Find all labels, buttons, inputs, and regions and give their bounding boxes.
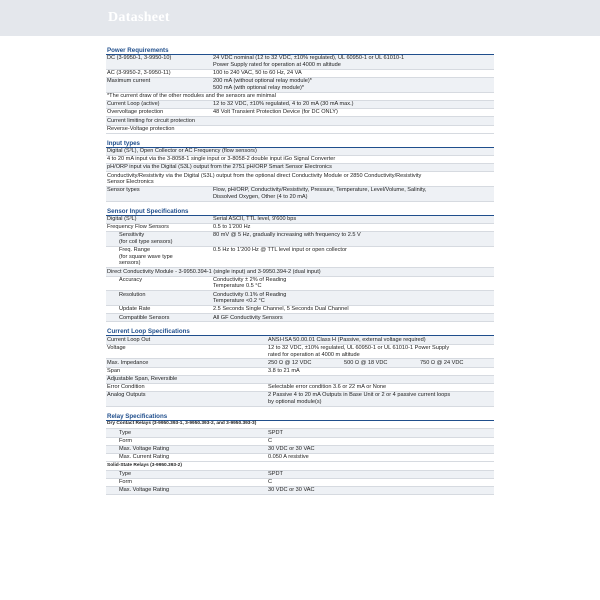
page-title: Datasheet [108,10,170,25]
table-row: Type SPDT [106,429,494,437]
table-row: Adjustable Span, Reversible [106,376,494,384]
section-title-relay: Relay Specifications [106,413,494,421]
table-row: Max. Impedance 250 Ω @ 12 VDC 500 Ω @ 18 VDC 750 Ω @ 24 VDC [106,359,494,367]
table-row: Form C [106,438,494,446]
table-row: Current Loop Out ANSI-ISA 50.00.01 Class H (Passive, external voltage required) [106,336,494,344]
subsection-title-dry: Dry Contact Relays (3-9950.393-1, 3-9950.393-2, and 3-9950.393-3) [106,421,494,429]
table-row: Max. Voltage Rating 30 VDC or 30 VAC [106,446,494,454]
table-row: Current limiting for circuit protection [106,117,494,125]
table-row: Conductivity/Resistivity via the Digital (S3L) output from the optional direct Conductivity Module or 2850 Conductivity/Resistivity Sensor Electronics [106,172,494,187]
table-row: Reverse-Voltage protection [106,126,494,134]
table-row: Span 3.8 to 21 mA [106,368,494,376]
table-row: Digital (S³L) Serial ASCII, TTL level, 9'600 bps [106,216,494,224]
section-title-input: Input types [106,140,494,148]
table-row: Frequency Flow Sensors 0.5 to 1'200 Hz [106,224,494,232]
table-row: Sensitivity (for coil type sensors) 80 mV @ 5 Hz, gradually increasing with frequency to 2.5 V [106,232,494,247]
section-title-loop: Current Loop Specifications [106,328,494,336]
table-row: Maximum current 200 mA (without optional relay module)* 500 mA (with optional relay module)* [106,78,494,93]
section-title-power: Power Requirements [106,47,494,55]
table-row: Current Loop (active) 12 to 32 VDC, ±10% regulated, 4 to 20 mA (30 mA max.) [106,101,494,109]
table-row: Sensor types Flow, pH/ORP, Conductivity/Resistivity, Pressure, Temperature, Level/Volume, Salinity, Dissolved Oxygen, Other (4 to 20 mA) [106,187,494,202]
table-row: *The current draw of the other modules and the sensors are minimal [106,93,494,101]
table-row: Max. Current Rating 0.050 A resistive [106,454,494,462]
subsection-title-solid-state: Solid-State Relays (3-9950.393-2) [106,462,494,470]
table-row: Digital (S³L), Open Collector or AC Frequency (flow sensors) [106,148,494,156]
table-row: 4 to 20 mA input via the 3-8058-1 single input or 3-8058-2 double input iGo Signal Converter [106,156,494,164]
table-row: Direct Conductivity Module - 3-9950.394-1 (single input) and 3-9950.394-2 (dual input) [106,268,494,276]
datasheet-body [106,47,494,495]
table-row: Type SPDT [106,471,494,479]
table-row: Accuracy Conductivity ± 2% of Reading Temperature 0.5 °C [106,277,494,292]
table-row: Max. Voltage Rating 30 VDC or 30 VAC [106,487,494,495]
table-row: Overvoltage protection 48 Volt Transient Protection Device (for DC ONLY) [106,109,494,117]
table-row: Voltage 12 to 32 VDC, ±10% regulated, UL 60950-1 or UL 61010-1 Power Supply rated for operation at 4000 m altitude [106,345,494,360]
table-row: pH/ORP input via the Digital (S3L) output from the 2751 pH/ORP Smart Sensor Electronics [106,164,494,172]
table-row: Resolution Conductivity 0.1% of Reading Temperature <0.2 °C [106,291,494,306]
table-row: DC (3-9950-1, 3-9950-10) 24 VDC nominal (12 to 32 VDC, ±10% regulated), UL 60950-1 or UL 61010-1 Power Supply rated for operation at 4000 m altitude [106,55,494,70]
table-row: Error Condition Selectable error condition 3.6 or 22 mA or None [106,384,494,392]
section-title-sensor: Sensor Input Specifications [106,208,494,216]
table-row: Freq. Range (for square wave type sensors) 0.5 Hz to 1'200 Hz @ TTL level input or open collector [106,247,494,268]
table-row: Analog Outputs 2 Passive 4 to 20 mA Outputs in Base Unit or 2 or 4 passive current loops by optional module(s) [106,392,494,407]
table-row: Update Rate 2.5 Seconds Single Channel, 5 Seconds Dual Channel [106,306,494,314]
table-row: Compatible Sensors All GF Conductivity Sensors [106,314,494,322]
table-row: Form C [106,479,494,487]
header-band [0,0,600,36]
table-row: AC (3-9950-2, 3-9950-11) 100 to 240 VAC, 50 to 60 Hz, 24 VA [106,70,494,78]
